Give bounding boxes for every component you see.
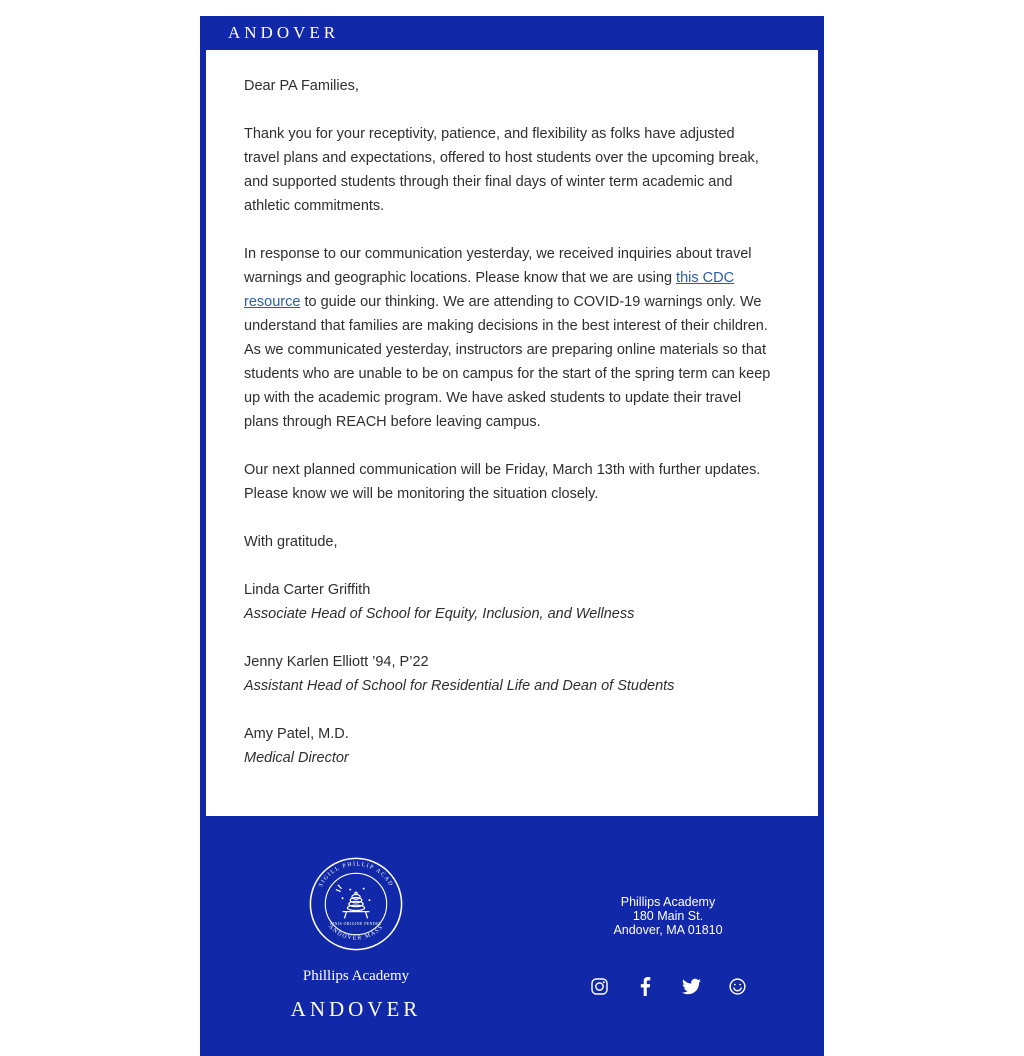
andover-footer-wordmark: ANDOVER (290, 997, 422, 1021)
footer (200, 816, 824, 1056)
paragraph-1: Thank you for your receptivity, patience, and flexibility as folks have adjusted travel plans and expectations, offered to host students over the upcoming break, and supported students through their final days of winter term academic and athletic commitments. (244, 126, 759, 214)
signature-title: Medical Director (244, 750, 349, 766)
svg-text:SIGILL PHILLIP ACAD (318, 862, 394, 889)
phillips-academy-seal-icon (308, 856, 404, 952)
paragraph-2 (244, 242, 774, 434)
andover-header-wordmark: ANDOVER (228, 23, 340, 42)
seal-caption: Phillips Academy (302, 968, 410, 984)
closing: With gratitude, (244, 534, 338, 550)
cdc-resource-link[interactable]: this CDC resource (244, 270, 735, 310)
twitter-icon[interactable] (682, 977, 701, 996)
paragraph-2-pre-link: In response to our communication yesterday, we received inquiries about travel warnings and geographic locations. Please know that we are using (244, 246, 752, 286)
seal-ring-text-top: SIGILL PHILLIP ACAD (317, 861, 395, 889)
social-icons-row (590, 977, 747, 996)
header-bar (200, 16, 824, 50)
address-line: 180 Main St. (632, 908, 704, 923)
facebook-icon[interactable] (636, 977, 655, 996)
signature-title: Assistant Head of School for Residential Life and Dean of Students (244, 678, 675, 694)
signature-name: Linda Carter Griffith (244, 582, 371, 598)
seal-banner-text: FINIS ORIGINE PENDET (330, 922, 382, 927)
smiley-icon[interactable] (728, 977, 747, 996)
signature-block (244, 722, 774, 770)
salutation: Dear PA Families, (244, 78, 359, 94)
paragraph-3: Our next planned communication will be Friday, March 13th with further updates. Please know we will be monitoring the situation closely. (244, 462, 761, 502)
address-block (613, 895, 722, 937)
signature-block (244, 650, 774, 698)
address-line: Phillips Academy (620, 894, 716, 909)
address-line: Andover, MA 01810 (613, 922, 723, 937)
letter-body (206, 50, 818, 816)
paragraph-2-post-link: to guide our thinking. We are attending to COVID-19 warnings only. We understand that families are making decisions in the best interest of their children. As we communicated yesterday, instructors are preparing online materials so that students who are unable to be on campus for the start of the spring term can keep up with the academic program. We have asked students to update their travel plans through REACH before leaving campus. (244, 294, 771, 430)
seal-ring-text-bottom: ANDOVER MASS (327, 923, 385, 942)
signature-name: Amy Patel, M.D. (244, 726, 349, 742)
footer-right-column (512, 854, 824, 1022)
signature-title: Associate Head of School for Equity, Inclusion, and Wellness (244, 606, 635, 622)
instagram-icon[interactable] (590, 977, 609, 996)
signature-block (244, 578, 774, 626)
footer-left-column (200, 854, 512, 1022)
email-container (200, 16, 824, 1056)
signature-name: Jenny Karlen Elliott ’94, P’22 (244, 654, 429, 670)
seal-beehive-emblem (336, 885, 370, 919)
